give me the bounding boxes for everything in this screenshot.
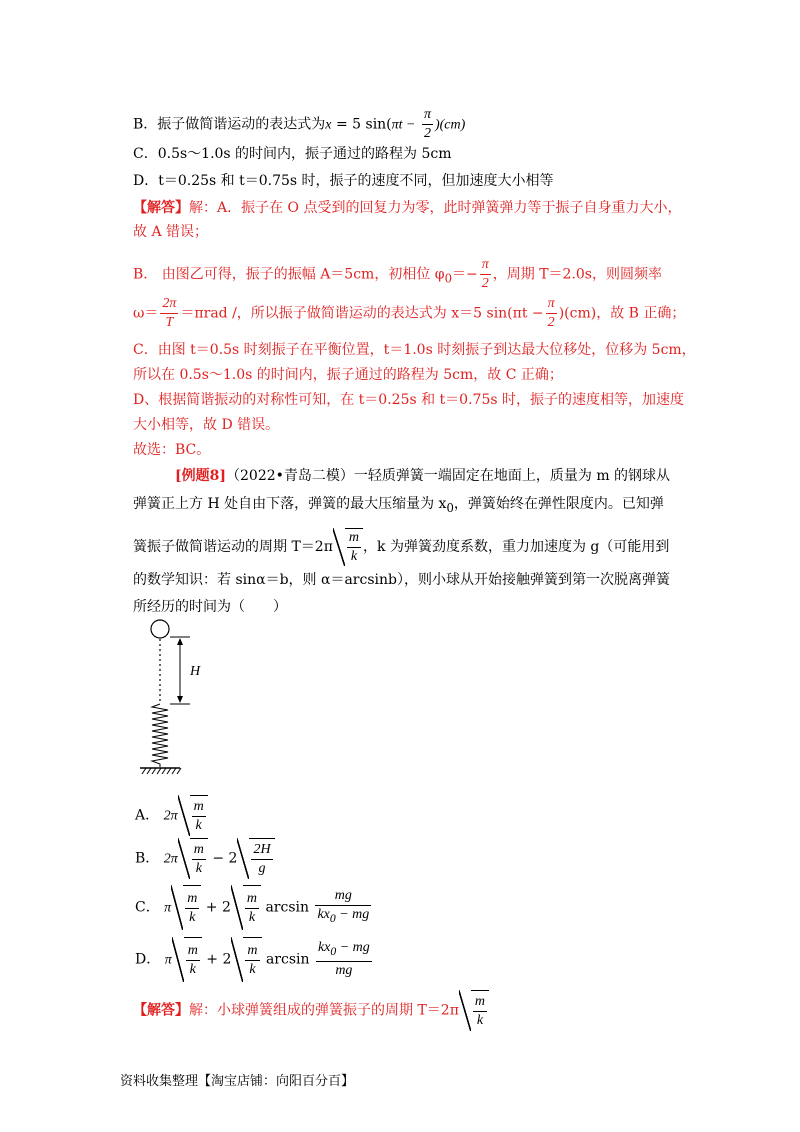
footer-text: 资料收集整理【淘宝店铺：向阳百分百】 (120, 1074, 355, 1089)
option-d-sqrt2: $\frac{m}{k}$ (231, 937, 261, 982)
phi-sub: 0 (444, 271, 452, 286)
formula-eq: = 5 sin( (335, 116, 392, 133)
option-a[interactable] (135, 795, 208, 835)
fraction-b2: $\frac{\pi}{2}$ (547, 296, 555, 330)
option-b-label: B． (135, 850, 160, 867)
option-d-frac: $\frac{kx_0 - mg}{mg}$ (317, 940, 370, 978)
fraction-b1: $\frac{\pi}{2}$ (481, 257, 489, 291)
example-tag: [例题8] (175, 468, 226, 484)
option-b-sqrt2: $\frac{2H}{g}$ (237, 838, 274, 879)
answer1-line-d1: D、根据简谐振动的对称性可知，在 t＝0.25s 和 t＝0.75s 时，振子的速度相等，加速度 (133, 392, 684, 408)
answer1-line-c2: 所以在 0.5s～1.0s 的时间内，振子通过的路程为 5cm，故 C 正确； (133, 367, 563, 383)
answer-b2-tail: )(cm)，故 B 正确； (558, 305, 686, 322)
option-d-arcsin: arcsin (265, 951, 310, 968)
example8-line2 (133, 494, 664, 518)
option-a-label: A． (135, 807, 160, 824)
option-b-text: B．振子做简谐运动的表达式为 (133, 116, 326, 133)
example8-line5: 所经历的时间为（ ） (133, 599, 287, 615)
answer-tag: 【解答】 (133, 200, 189, 216)
arrow-head-down (177, 696, 183, 703)
answer-b1-text: B． 由图乙可得，振子的振幅 A＝5cm，初相位 φ (133, 266, 445, 283)
answer-a1-text: 解：A．振子在 O 点受到的回复力为零，此时弹簧弹力等于振子自身重力大小， (189, 200, 682, 216)
example8-text2: 弹簧正上方 H 处自由下落，弹簧的最大压缩量为 x (133, 496, 447, 512)
option-b-top (133, 106, 466, 141)
answer1-line-a1 (133, 198, 682, 218)
example8-line1 (175, 466, 670, 486)
example8-line4: 的数学知识：若 sinα＝b，则 α＝arcsinb），则小球从开始接触弹簧到第一次脱离弹簧 (133, 572, 670, 588)
spring-ball-figure (130, 615, 250, 780)
option-d-pi: π (164, 952, 172, 968)
answer1-line-c1: C．由图 t＝0.5s 时刻振子在平衡位置，t＝1.0s 时刻振子到达最大位移处，位移为 5cm， (133, 342, 696, 358)
option-b-sqrt1: $\frac{m}{k}$ (178, 838, 208, 879)
option-d-label: D． (135, 951, 161, 968)
option-c-label: C． (135, 899, 160, 916)
ground-hatch (142, 768, 181, 774)
ball (151, 620, 169, 638)
answer1-line-b2 (133, 295, 686, 330)
example8-text3: 簧振子做简谐运动的周期 T＝2π (133, 539, 333, 555)
answer2-text: 解：小球弹簧组成的弹簧振子的周期 T＝2π (189, 1002, 459, 1019)
answer2-tag: 【解答】 (133, 1002, 189, 1019)
example8-text3b: ，k 为弹簧劲度系数，重力加速度为 g（可能用到 (363, 539, 670, 555)
answer1-line-d2: 大小相等，故 D 错误。 (133, 417, 280, 433)
option-d-sqrt1: $\frac{m}{k}$ (172, 937, 202, 982)
answer1-line-a2: 故 A 错误； (133, 224, 209, 240)
answer2-sqrt: $\frac{m}{k}$ (459, 990, 489, 1031)
fraction-2pi-T: $\frac{2\pi}{T}$ (162, 296, 177, 330)
option-d-top: D．t＝0.25s 和 t＝0.75s 时，振子的速度不同，但加速度大小相等 (133, 173, 554, 189)
answer-b1-tail: ，周期 T＝2.0s，则圆频率 (492, 266, 662, 283)
omega-text: ω＝ (133, 305, 159, 322)
option-d-plus: + 2 (206, 951, 232, 968)
option-c-sqrt1: $\frac{m}{k}$ (171, 885, 201, 930)
answer2-line (133, 990, 489, 1030)
option-c-plus: + 2 (205, 899, 231, 916)
option-b-minus: − 2 (212, 850, 238, 867)
option-c-sqrt2: $\frac{m}{k}$ (231, 885, 261, 930)
option-c[interactable] (135, 885, 373, 929)
spring-coil (152, 704, 168, 767)
example8-text1: （2022•青岛二模）一轻质弹簧一端固定在地面上，质量为 m 的钢球从 (226, 468, 671, 484)
example8-line3 (133, 528, 669, 562)
answer1-line-b1 (133, 256, 662, 291)
fraction-pi-2: $\frac{\pi}{2}$ (423, 107, 431, 141)
answer-b2-text: ＝πrad /，所以振子做简谐运动的表达式为 x＝5 sin(πt − (180, 305, 544, 322)
example8-text2b: ，弹簧始终在弹性限度内。已知弹 (453, 496, 664, 512)
formula-b: x (325, 117, 332, 133)
x0-sub: 0 (446, 500, 454, 515)
option-c-arcsin: arcsin (265, 899, 309, 916)
formula-pt: πt − (391, 117, 416, 133)
height-label: H (190, 664, 201, 679)
formula-unit: )(cm) (434, 117, 466, 133)
option-b-math: 2π (163, 851, 178, 867)
answer1-choice: 故选：BC。 (133, 442, 211, 458)
option-d[interactable] (135, 937, 374, 981)
option-c-top: C．0.5s～1.0s 的时间内，振子通过的路程为 5cm (133, 146, 452, 162)
option-a-sqrt: $\frac{m}{k}$ (178, 795, 208, 836)
option-c-pi: π (164, 900, 172, 916)
answer-b1-eq: ＝− (452, 266, 478, 283)
option-c-frac: $\frac{mg}{kx_0 - mg}$ (317, 888, 370, 925)
sqrt-m-k: $\frac{m}{k}$ (333, 528, 363, 566)
option-b[interactable] (135, 838, 275, 878)
option-a-math: 2π (163, 808, 178, 824)
arrow-head-up (177, 638, 183, 645)
